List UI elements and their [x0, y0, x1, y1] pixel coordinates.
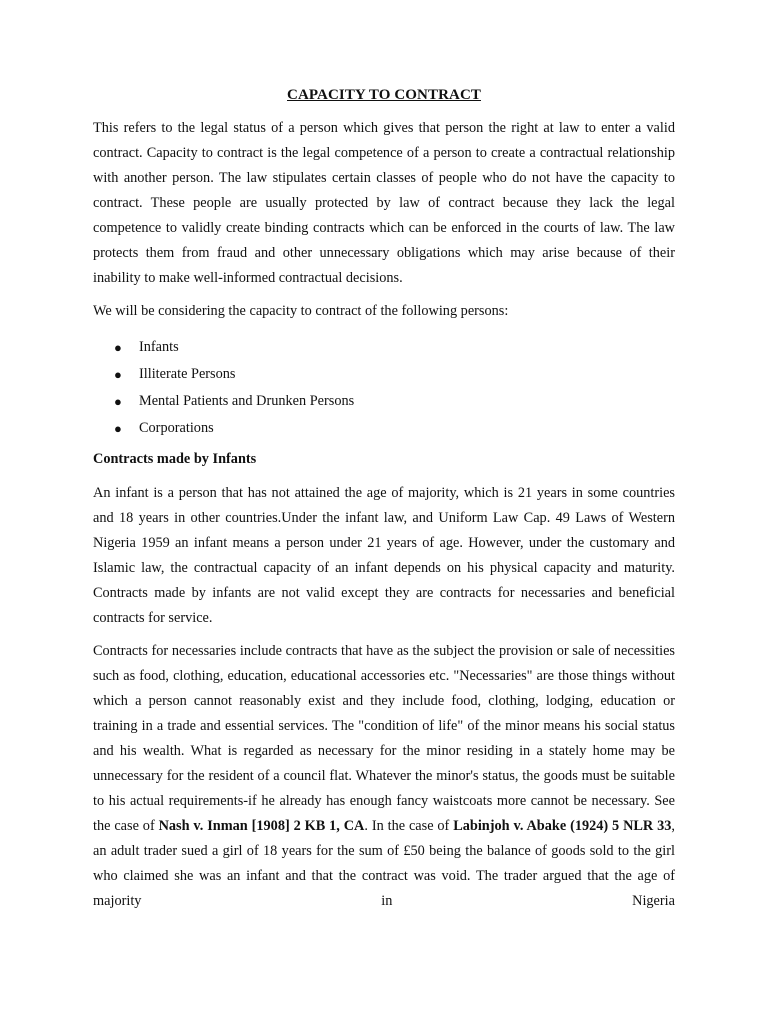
- list-item: ● Mental Patients and Drunken Persons: [139, 388, 675, 415]
- case-citation-nash: Nash v. Inman [1908] 2 KB 1, CA: [158, 818, 365, 834]
- bullet-icon: ●: [114, 421, 122, 436]
- persons-intro-paragraph: We will be considering the capacity to contract of the following persons:: [93, 303, 509, 319]
- document-title: CAPACITY TO CONTRACT: [287, 87, 481, 103]
- bullet-icon: ●: [114, 367, 122, 382]
- list-item: ● Infants: [139, 334, 675, 361]
- section-heading-infants: Contracts made by Infants: [93, 451, 257, 467]
- bullet-icon: ●: [114, 340, 122, 355]
- infant-definition-paragraph: An infant is a person that has not attained the age of majority, which is 21 years in some countries and 18 years in other countries.Under the infant law, and Uniform Law Cap. 49 Laws of Western Nigeria 1959 an infant means a person under 21 years of age. However, under the customary and Islamic law, the contractual capacity of an infant depends on his physical capacity and maturity. Contracts made by infants are not valid except they are contracts for necessaries and beneficial contracts for service.: [93, 485, 675, 626]
- case-citation-labinjoh: Labinjoh v. Abake (1924) 5 NLR 33: [453, 818, 672, 834]
- intro-paragraph: This refers to the legal status of a person which gives that person the right at law to enter a valid contract. Capacity to contract is the legal competence of a person to create a contractual relationship with another person. The law stipulates certain classes of people who do not have the capacity to contract. These people are usually protected by law of contract because they lack the legal competence to validly create binding contracts which can be enforced in the courts of law. The law protects them from fraud and other unnecessary obligations which may arise because of their inability to make well-informed contractual decisions.: [93, 120, 675, 286]
- persons-list: [93, 334, 675, 442]
- bullet-icon: ●: [114, 394, 122, 409]
- list-item: ● Illiterate Persons: [139, 361, 675, 388]
- list-item: ● Corporations: [139, 415, 675, 442]
- necessaries-paragraph: Contracts for necessaries include contracts that have as the subject the provision or sale of necessities such as food, clothing, education, educational accessories etc. "Necessaries" are those things without which a person cannot reasonably exist and they include food, clothing, lodging, education or training in a trade and essential services. The "condition of life" of the minor means his social status and his wealth. What is regarded as necessary for the minor residing in a stately home may be unnecessary for the resident of a council flat. Whatever the minor's status, the goods must be suitable to his actual requirements-if he already has enough fancy waistcoats more cannot be necessary. See the case of Nash v. Inman [1908] 2 KB 1, CA. In the case of Labinjoh v. Abake (1924) 5 NLR 33, an adult trader sued a girl of 18 years for the sum of £50 being the balance of goods sold to the girl who claimed she was an infant and that the contract was void. The trader argued that the age of majority in Nigeria: [93, 643, 675, 909]
